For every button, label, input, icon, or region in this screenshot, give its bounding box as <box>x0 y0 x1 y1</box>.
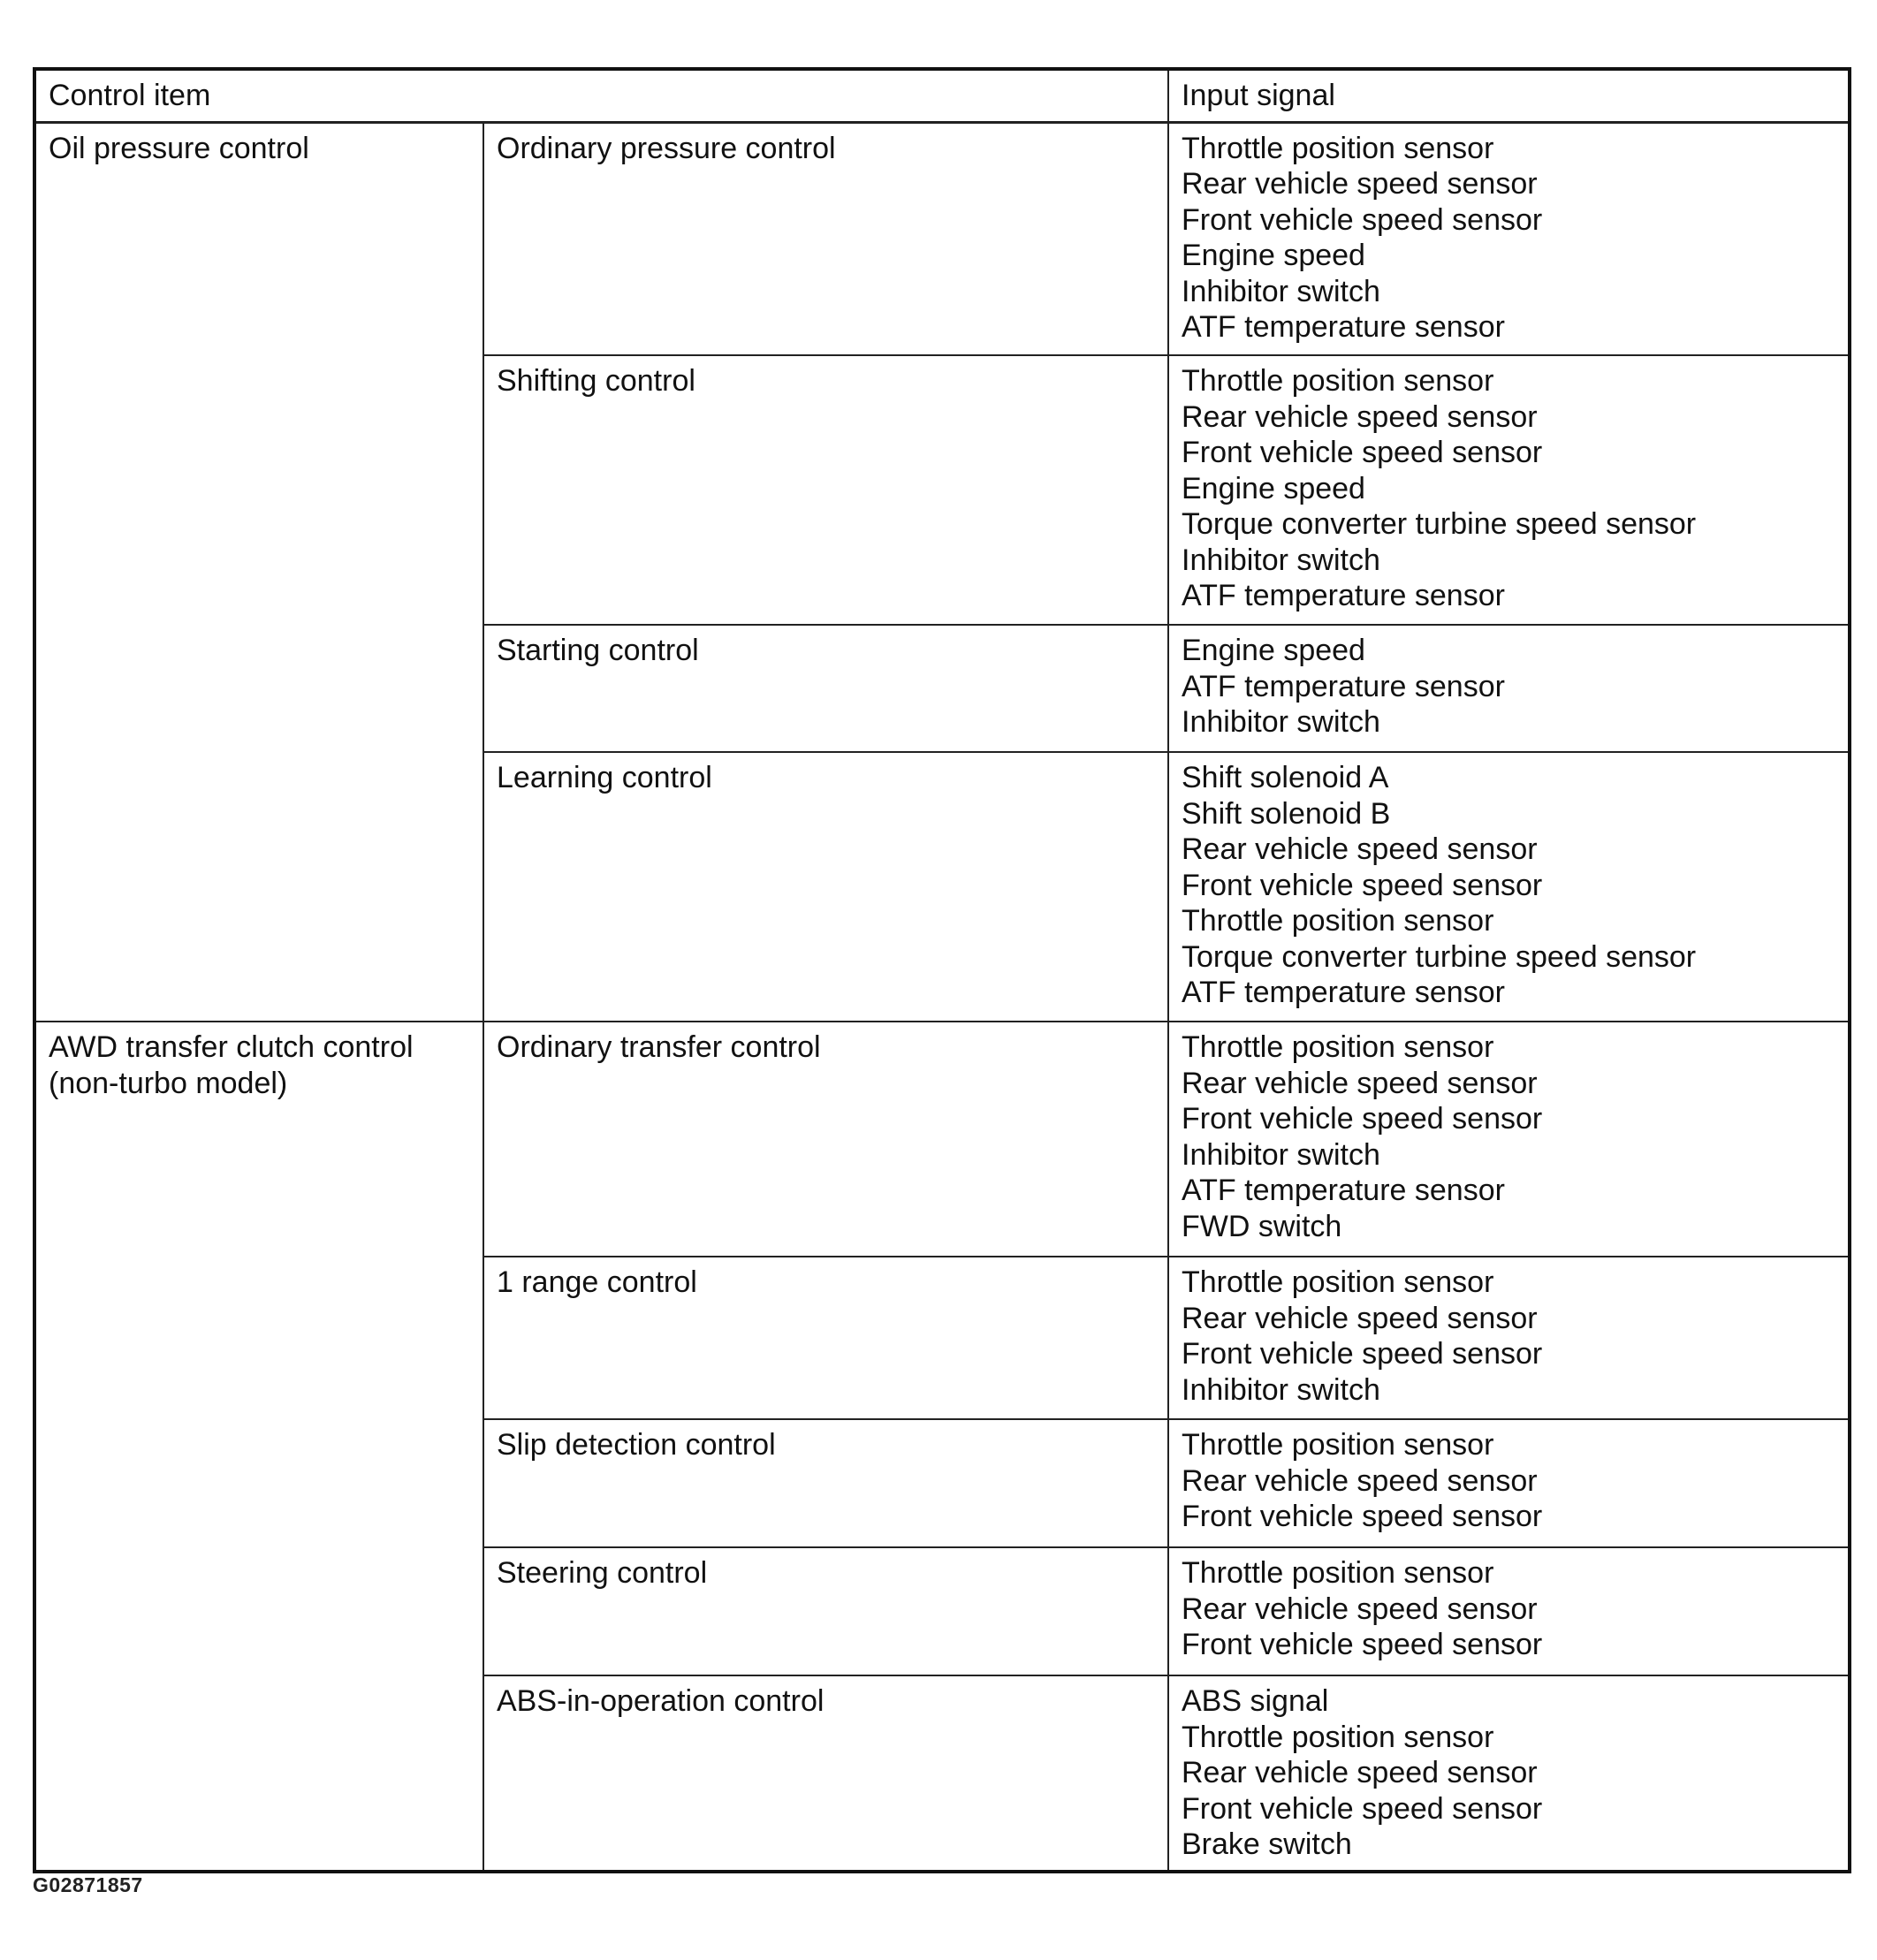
input-signal-cell <box>1168 625 1850 752</box>
category-cell <box>34 122 483 1022</box>
input-signal-item: Rear vehicle speed sensor <box>1182 832 1538 866</box>
category-cell <box>34 1022 483 1872</box>
input-signal-item: Torque converter turbine speed sensor <box>1182 507 1697 541</box>
input-signal-item: Throttle position sensor <box>1182 1265 1494 1299</box>
input-signal-item: ATF temperature sensor <box>1182 310 1505 344</box>
input-signal-item: Front vehicle speed sensor <box>1182 1500 1543 1533</box>
input-signal-item: Inhibitor switch <box>1182 543 1380 577</box>
category-label: AWD transfer clutch control <box>49 1030 414 1064</box>
input-signal-cell <box>1168 752 1850 1022</box>
input-signal-item: Shift solenoid A <box>1182 761 1389 794</box>
header-control-item: Control item <box>34 69 1168 122</box>
input-signal-item: ATF temperature sensor <box>1182 1174 1505 1207</box>
input-signal-item: ABS signal <box>1182 1684 1329 1718</box>
control-item-cell: Shifting control <box>483 355 1168 625</box>
control-item-cell: Steering control <box>483 1547 1168 1675</box>
input-signal-cell <box>1168 1022 1850 1257</box>
control-input-table <box>33 67 1851 1873</box>
input-signal-item: Front vehicle speed sensor <box>1182 1337 1543 1371</box>
input-signal-cell <box>1168 355 1850 625</box>
input-signal-item: Throttle position sensor <box>1182 1556 1494 1590</box>
table-row <box>34 122 1850 355</box>
input-signal-item: Brake switch <box>1182 1827 1352 1861</box>
input-signal-item: Front vehicle speed sensor <box>1182 1102 1543 1136</box>
table-body <box>34 122 1850 1872</box>
category-label: (non-turbo model) <box>49 1066 288 1100</box>
input-signal-cell <box>1168 1257 1850 1419</box>
input-signal-item: Inhibitor switch <box>1182 274 1380 308</box>
input-signal-cell <box>1168 1547 1850 1675</box>
control-item-cell: Ordinary transfer control <box>483 1022 1168 1257</box>
input-signal-cell <box>1168 1675 1850 1872</box>
control-item-cell: Ordinary pressure control <box>483 122 1168 355</box>
input-signal-item: Throttle position sensor <box>1182 131 1494 165</box>
input-signal-item: ATF temperature sensor <box>1182 669 1505 703</box>
control-item-cell: Slip detection control <box>483 1419 1168 1547</box>
input-signal-item: Front vehicle speed sensor <box>1182 1628 1543 1661</box>
figure-code: G02871857 <box>33 1873 143 1896</box>
table-header-row <box>34 69 1850 122</box>
input-signal-item: Throttle position sensor <box>1182 364 1494 398</box>
control-item-cell: Learning control <box>483 752 1168 1022</box>
input-signal-item: Engine speed <box>1182 471 1365 505</box>
input-signal-item: Front vehicle speed sensor <box>1182 436 1543 469</box>
input-signal-item: Inhibitor switch <box>1182 1372 1380 1407</box>
input-signal-item: Rear vehicle speed sensor <box>1182 1301 1538 1335</box>
input-signal-item: Torque converter turbine speed sensor <box>1182 939 1697 974</box>
input-signal-item: Inhibitor switch <box>1182 1137 1380 1172</box>
input-signal-item: Inhibitor switch <box>1182 705 1380 739</box>
input-signal-item: Engine speed <box>1182 239 1365 272</box>
input-signal-item: Rear vehicle speed sensor <box>1182 167 1538 201</box>
input-signal-item: ATF temperature sensor <box>1182 579 1505 612</box>
input-signal-item: Throttle position sensor <box>1182 1428 1494 1462</box>
input-signal-item: Front vehicle speed sensor <box>1182 202 1543 237</box>
input-signal-item: Front vehicle speed sensor <box>1182 1791 1543 1826</box>
control-item-cell: ABS-in-operation control <box>483 1675 1168 1872</box>
input-signal-item: FWD switch <box>1182 1209 1342 1243</box>
input-signal-item: Rear vehicle speed sensor <box>1182 1756 1538 1789</box>
header-input-signal: Input signal <box>1168 69 1850 122</box>
category-label: Oil pressure control <box>49 131 309 165</box>
input-signal-item: Throttle position sensor <box>1182 1030 1494 1064</box>
input-signal-item: ATF temperature sensor <box>1182 976 1505 1009</box>
input-signal-item: Rear vehicle speed sensor <box>1182 1463 1538 1498</box>
input-signal-cell <box>1168 1419 1850 1547</box>
input-signal-item: Throttle position sensor <box>1182 1720 1494 1754</box>
input-signal-cell <box>1168 122 1850 355</box>
table-row <box>34 1022 1850 1257</box>
input-signal-item: Front vehicle speed sensor <box>1182 868 1543 902</box>
control-item-cell: Starting control <box>483 625 1168 752</box>
input-signal-item: Engine speed <box>1182 634 1365 667</box>
input-signal-item: Throttle position sensor <box>1182 904 1494 938</box>
input-signal-item: Shift solenoid B <box>1182 796 1391 831</box>
input-signal-item: Rear vehicle speed sensor <box>1182 399 1538 434</box>
control-item-cell: 1 range control <box>483 1257 1168 1419</box>
input-signal-item: Rear vehicle speed sensor <box>1182 1066 1538 1100</box>
input-signal-item: Rear vehicle speed sensor <box>1182 1592 1538 1626</box>
